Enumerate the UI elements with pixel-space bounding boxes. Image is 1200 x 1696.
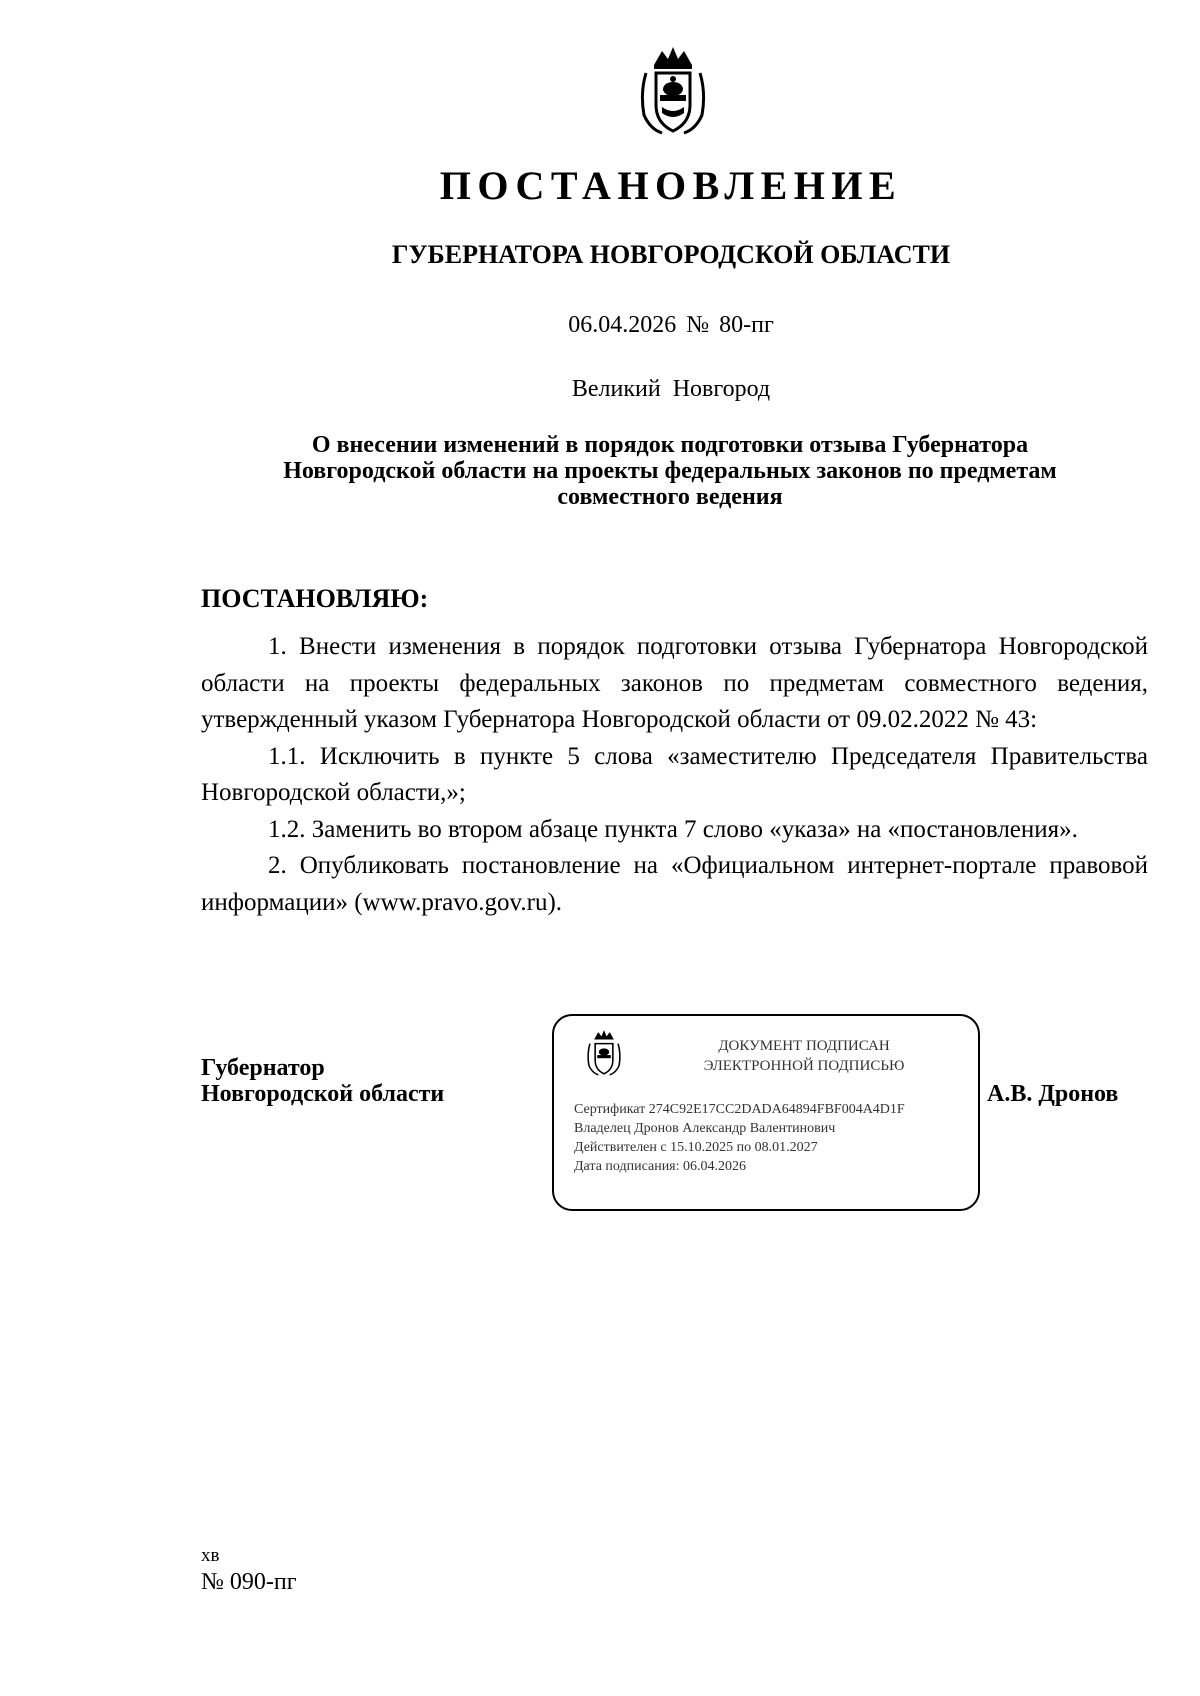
- heading-line: О внесении изменений в порядок подготовки отзыва Губернатора: [311, 432, 1029, 458]
- document-footer: [201, 1543, 297, 1595]
- stamp-header: [634, 1036, 974, 1076]
- signer-name: А.В. Дронов: [987, 1081, 1119, 1107]
- stamp-certificate: Сертификат 274C92E17CC2DADA64894FBF004A4D1F: [574, 1102, 905, 1117]
- document-date-number: 06.04.2026 № 80-пг: [568, 312, 774, 338]
- stamp-details: [574, 1100, 974, 1176]
- electronic-signature-stamp: [552, 1014, 980, 1211]
- body-paragraph: 2. Опубликовать постановление на «Официальном интернет-портале правовой информации» (www.pravo.gov.ru).: [201, 852, 1148, 916]
- document-city: Великий Новгород: [571, 376, 771, 402]
- document-subtitle: ГУБЕРНАТОРА НОВГОРОДСКОЙ ОБЛАСТИ: [391, 240, 951, 269]
- heading-line: Новгородской области на проекты федеральных законов по предметам: [283, 458, 1057, 484]
- stamp-owner: Владелец Дронов Александр Валентинович: [574, 1121, 836, 1136]
- body-paragraph: 1.2. Заменить во втором абзаце пункта 7 слово «указа» на «постановления».: [268, 815, 1078, 843]
- signer-position-line: Губернатор: [201, 1055, 325, 1081]
- novgorod-coat-of-arms-icon: [632, 43, 714, 139]
- stamp-header-line: ЭЛЕКТРОННОЙ ПОДПИСЬЮ: [703, 1058, 905, 1074]
- stamp-validity: Действителен с 15.10.2025 по 08.01.2027: [574, 1140, 818, 1155]
- document-title: ПОСТАНОВЛЕНИЕ: [439, 163, 903, 208]
- signer-position-line: Новгородской области: [201, 1081, 445, 1107]
- heading-line: совместного ведения: [557, 484, 783, 510]
- footer-initials: хв: [201, 1545, 220, 1566]
- body-paragraph: 1.1. Исключить в пункте 5 слова «заместителю Председателя Правительства Новгородской области,»;: [201, 742, 1148, 806]
- decree-word: ПОСТАНОВЛЯЮ:: [201, 584, 429, 613]
- body-paragraph: 1. Внести изменения в порядок подготовки отзыва Губернатора Новгородской области на проекты федеральных законов по предметам совместного ведения, утвержденный указом Губернатора Новгородской области от 09.02.2022 № 43:: [201, 633, 1148, 733]
- document-heading: [190, 432, 1150, 510]
- signer-position: [201, 1055, 444, 1107]
- footer-number: № 090-пг: [201, 1569, 297, 1595]
- stamp-signed-date: Дата подписания: 06.04.2026: [574, 1159, 747, 1174]
- novgorod-coat-of-arms-icon: [582, 1028, 626, 1078]
- document-body: [201, 629, 1148, 921]
- stamp-header-line: ДОКУМЕНТ ПОДПИСАН: [718, 1038, 890, 1054]
